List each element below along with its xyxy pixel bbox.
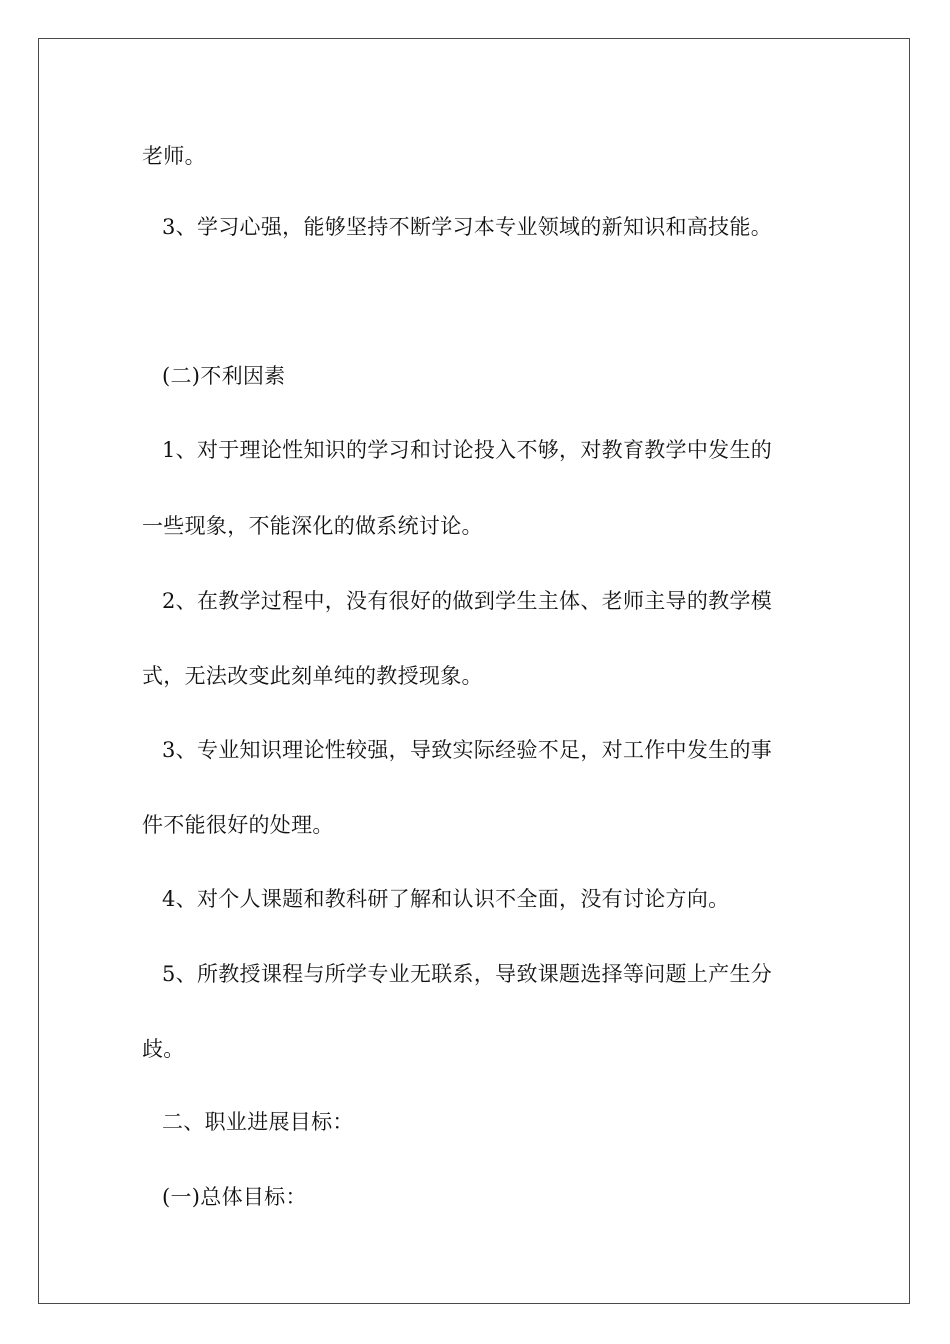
paragraph-line-item-5-cont: 歧。 (142, 1037, 185, 1061)
subsection-heading-overall-goal: (一)总体目标： (162, 1185, 307, 1209)
paragraph-line-item-4: 4、对个人课题和教科研了解和认识不全面，没有讨论方向。 (162, 887, 730, 911)
paragraph-line-item-5: 5、所教授课程与所学专业无联系，导致课题选择等问题上产生分 (162, 962, 773, 986)
paragraph-line-continuation: 老师。 (142, 144, 206, 168)
section-heading-career-goals: 二、职业进展目标： (162, 1110, 354, 1134)
section-heading-unfavorable-factors: (二)不利因素 (162, 364, 286, 388)
paragraph-line-item-3: 3、学习心强，能够坚持不断学习本专业领域的新知识和高技能。 (162, 215, 773, 239)
paragraph-line-item-1: 1、对于理论性知识的学习和讨论投入不够，对教育教学中发生的 (162, 438, 773, 462)
paragraph-line-item-2-cont: 式，无法改变此刻单纯的教授现象。 (142, 664, 483, 688)
paragraph-line-item-2: 2、在教学过程中，没有很好的做到学生主体、老师主导的教学模 (162, 589, 773, 613)
paragraph-line-item-3b: 3、专业知识理论性较强，导致实际经验不足，对工作中发生的事 (162, 738, 773, 762)
paragraph-line-item-1-cont: 一些现象，不能深化的做系统讨论。 (142, 514, 483, 538)
paragraph-line-item-3b-cont: 件不能很好的处理。 (142, 813, 334, 837)
